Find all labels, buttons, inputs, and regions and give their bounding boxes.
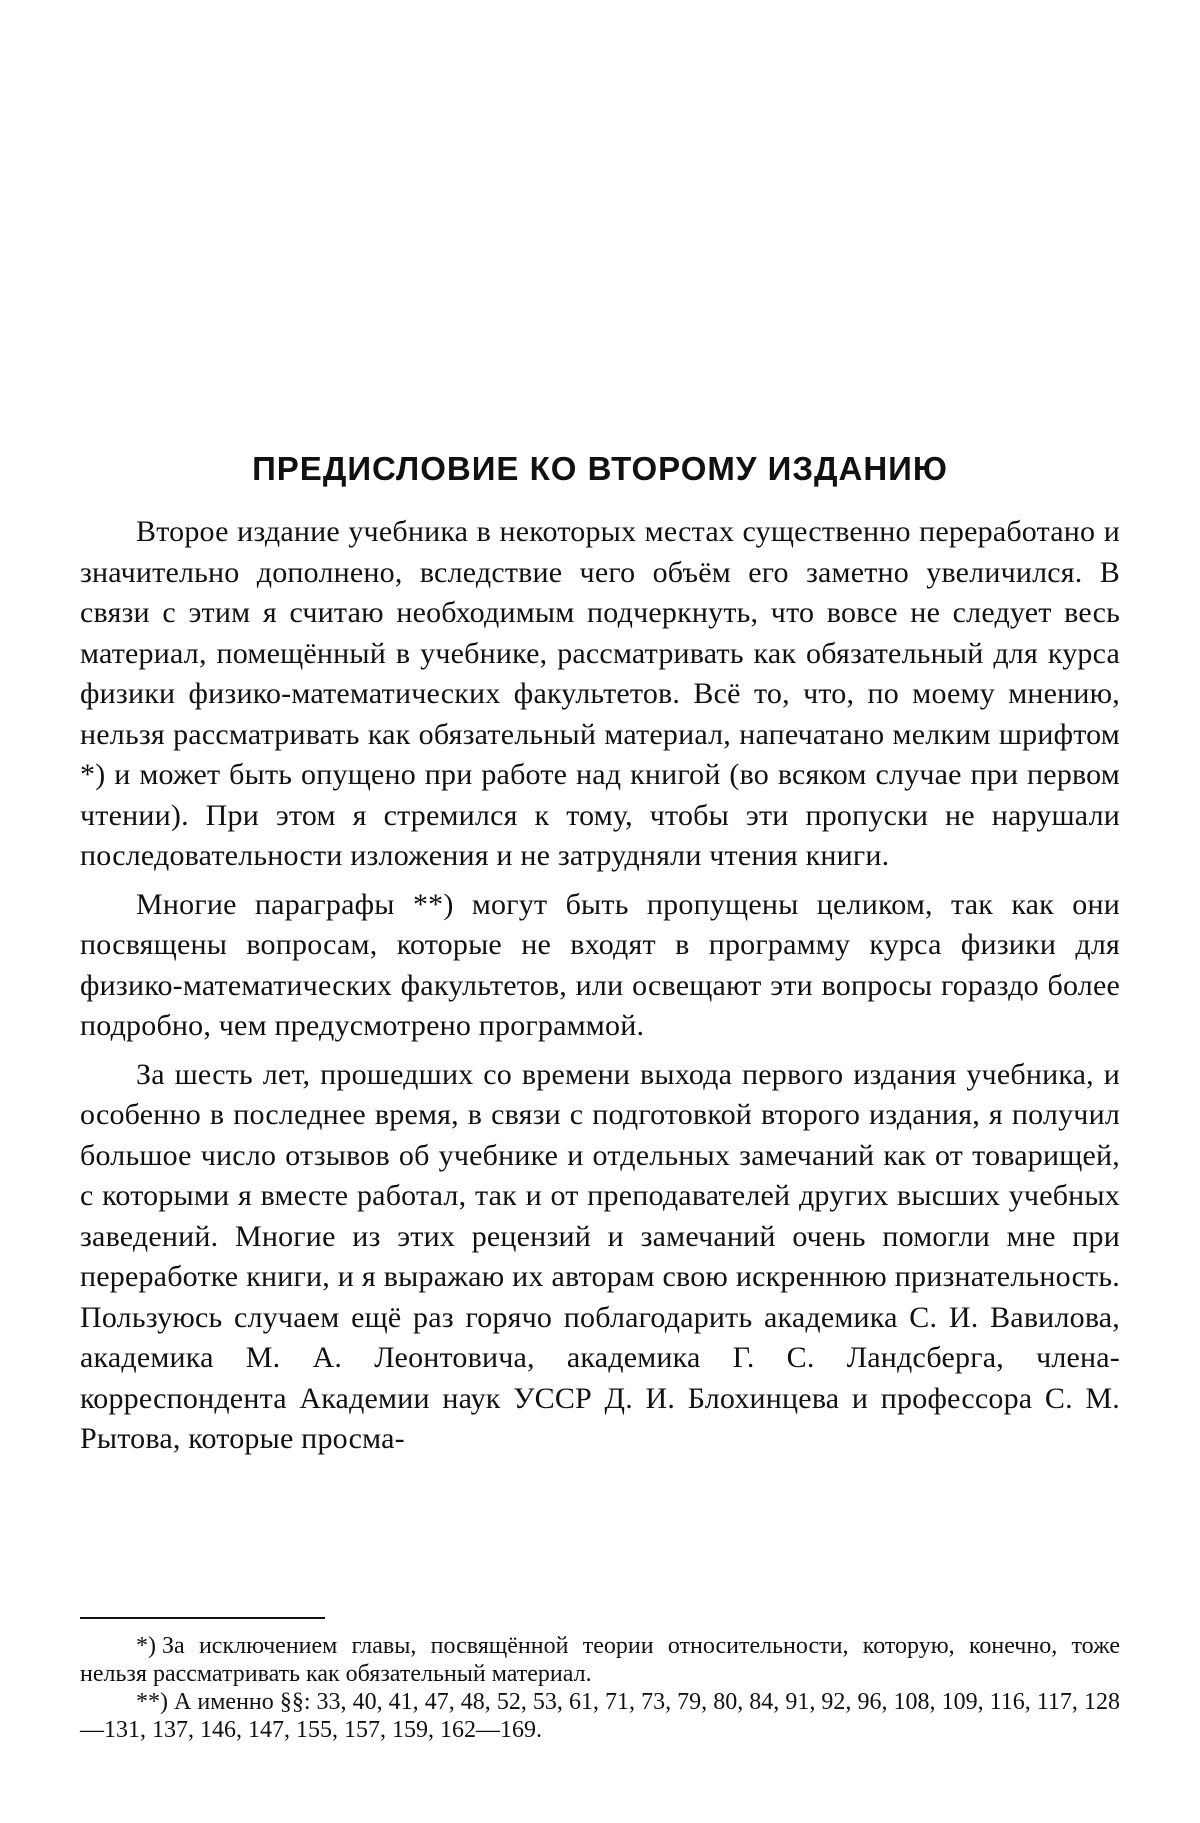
footnote-text: А именно §§: 33, 40, 41, 47, 48, 52, 53, 61, 71, 73, 79, 80, 84, 91, 92, 96, 108, 109, 116, 117, 128—131, 137, 146, 147, 155, 157, 159, 162—169. [80,1689,1120,1743]
footnote-divider [80,1617,325,1619]
footnotes [80,1632,1120,1744]
paragraph-3: За шесть лет, прошедших со времени выхода первого издания учебника, и особенно в последнее время, в связи с подготовкой второго издания, я получил большое число отзывов об учебнике и отдельных замечаний как от товарищей, с которыми я вместе работал, так и от преподавателей других высших учебных заведений. Многие из этих рецензий и замечаний очень помогли мне при переработке книги, и я выражаю их авторам свою искреннюю признательность. Пользуюсь случаем ещё раз горячо поблагодарить академика С. И. Вавилова, академика М. А. Леонтовича, академика Г. С. Ландсберга, члена-корреспондента Академии наук УССР Д. И. Блохинцева и профессора С. М. Рытова, которые просма- [80,1057,1120,1455]
footnote-1 [80,1632,1120,1688]
paragraph-1: Второе издание учебника в некоторых местах существенно переработано и значительно дополнено, вследствие чего объём его заметно увеличился. В связи с этим я считаю необходимым подчеркнуть, что вовсе не следует весь материал, помещённый в учебнике, рассматривать как обязательный для курса физики физико-математических факультетов. Всё то, что, по моему мнению, нельзя рассматривать как обязательный материал, напечатано мелким шрифтом *) и может быть опущено при работе над книгой (во всяком случае при первом чтении). При этом я стремился к тому, чтобы эти пропуски не нарушали последовательности изложения и не затрудняли чтения книги. [80,515,1120,872]
book-page [80,0,1120,1823]
footnote-marker: *) [136,1633,156,1659]
footnote-marker: **) [136,1689,168,1715]
footnote-text: За исключением главы, посвящённой теории относительности, которую, конечно, тоже нельзя рассматривать как обязательный материал. [80,1633,1120,1687]
body-text [80,512,1120,1460]
page-title: ПРЕДИСЛОВИЕ КО ВТОРОМУ ИЗДАНИЮ [252,450,948,487]
footnote-2 [80,1688,1120,1744]
paragraph-2: Многие параграфы **) могут быть пропущены целиком, так как они посвящены вопросам, которые не входят в программу курса физики для физико-математических факультетов, или освещают эти вопросы гораздо более подробно, чем предусмотрено программой. [80,887,1120,1042]
